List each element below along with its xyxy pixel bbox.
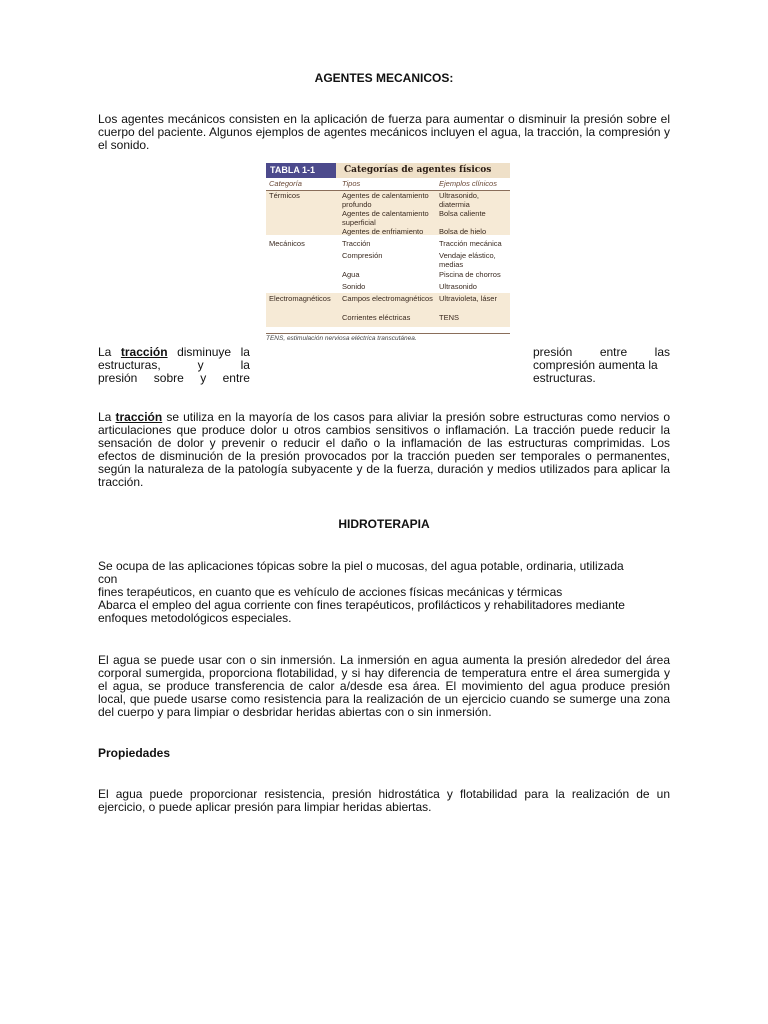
table-cell: Vendaje elástico, medias (439, 251, 496, 269)
table-cell: Ultrasonido (439, 282, 477, 291)
traccion-paragraph (98, 411, 670, 489)
intro-paragraph: Los agentes mecánicos consisten en la aplicación de fuerza para aumentar o disminuir la presión sobre el cuerpo del paciente. Algunos ejemplos de agentes mecánicos incluyen el agua, la tracción, la compresión y el sonido. (98, 112, 670, 152)
side-text-right (533, 346, 670, 385)
table-title: Categorías de agentes físicos (344, 165, 492, 175)
table-cell: Tracción (342, 239, 371, 248)
table-cell: Agentes de calentamiento superficial (342, 209, 429, 227)
table-cell: Bolsa caliente (439, 209, 486, 218)
text-line: Se ocupa de las aplicaciones tópicas sobre la piel o mucosas, del agua potable, ordinaria, utilizada (98, 559, 624, 573)
table-header-bar (266, 163, 510, 178)
text-line: estructuras. (533, 371, 596, 385)
side-text-left (98, 346, 250, 385)
paragraph-text: se utiliza en la mayoría de los casos para aliviar la presión sobre estructuras como nervios o articulaciones que produce dolor u otros cambios sensitivos o inflamación. La tracción puede reducir la sensación de dolor y prevenir o reducir el daño o la inflamación de las estructuras comprimidas. Los efectos de disminución de la presión provocados por la tracción pueden ser temporales o permanentes, según la naturaleza de la patología subyacente y de la fuerza, duración y medios utilizados para aplicar la tracción. (98, 410, 670, 489)
table-cell: Agentes de calentamiento profundo (342, 191, 429, 209)
hidroterapia-paragraph-2: El agua se puede usar con o sin inmersión. La inmersión en agua aumenta la presión alrededor del área corporal sumergida, proporciona flotabilidad, y si hay diferencia de temperatura entre el área sumergida y el agua, se produce transferencia de calor a/desde esa área. El movimiento del agua produce presión local, que puede usarse como resistencia para la realización de un ejercicio cuando se sumerge una zona del cuerpo y para limpiar o desbridar heridas abiertas con o sin inmersión. (98, 653, 670, 719)
hidroterapia-paragraph-1 (98, 560, 670, 625)
table-cell: Campos electromagnéticos (342, 294, 433, 303)
word: las (654, 345, 670, 359)
table-cell: Ultravioleta, láser (439, 294, 497, 303)
keyword: tracción (120, 345, 168, 359)
section-heading: HIDROTERAPIA (338, 517, 430, 531)
table-cell: Bolsa de hielo (439, 227, 487, 236)
word: y (197, 358, 204, 372)
table-cell: Agua (342, 270, 360, 279)
table-cell: Ultrasonido, diatermia (439, 191, 480, 209)
text-line: compresión aumenta la (533, 358, 658, 372)
text-line: fines terapéuticos, en cuanto que es vehículo de acciones físicas mecánicas y térmicas (98, 585, 563, 599)
text-line (98, 372, 250, 385)
table-body (266, 191, 510, 331)
table-cell: Corrientes eléctricas (342, 313, 411, 322)
table-cell: Mecánicos (269, 239, 305, 248)
table-cell: Tracción mecánica (439, 239, 502, 248)
word: sobre (153, 371, 184, 385)
word: entre (222, 371, 250, 385)
keyword: tracción (115, 410, 163, 424)
table-cell: Sonido (342, 282, 366, 291)
table-cell: Compresión (342, 251, 383, 260)
table-cell: Agentes de enfriamiento (342, 227, 424, 236)
text-line: Abarca el empleo del agua corriente con fines terapéuticos, profilácticos y rehabilitadores mediante enfoques metodológicos especiales. (98, 598, 625, 625)
table-cell: TENS (439, 313, 460, 322)
word: presión (98, 371, 138, 385)
table-cell: Piscina de chorros (439, 270, 501, 279)
word: La (98, 345, 112, 359)
subheading-propiedades: Propiedades (98, 746, 171, 760)
word: presión (533, 345, 573, 359)
table-footnote: TENS, estimulación nerviosa eléctrica transcutánea. (266, 333, 510, 344)
word: estructuras, (98, 358, 161, 372)
table-figure (266, 163, 510, 345)
column-header: Ejemplos clínicos (439, 179, 497, 188)
word: entre (599, 345, 628, 359)
word: y (200, 371, 207, 385)
table-column-headers (266, 180, 510, 191)
table-cell: Térmicos (269, 191, 300, 200)
column-header: Tipos (342, 179, 361, 188)
column-header: Categoría (269, 179, 302, 188)
page-title: AGENTES MECANICOS: (314, 71, 454, 85)
word: disminuye (177, 345, 232, 359)
propiedades-paragraph: El agua puede proporcionar resistencia, presión hidrostática y flotabilidad para la realización de un ejercicio, o puede aplicar presión para limpiar heridas abiertas. (98, 787, 670, 814)
text-line: con (98, 572, 118, 586)
word: la (240, 358, 250, 372)
table-tag: TABLA 1-1 (266, 163, 336, 178)
word: La (98, 410, 112, 424)
table-cell: Electromagnéticos (269, 294, 331, 303)
word: la (240, 345, 250, 359)
